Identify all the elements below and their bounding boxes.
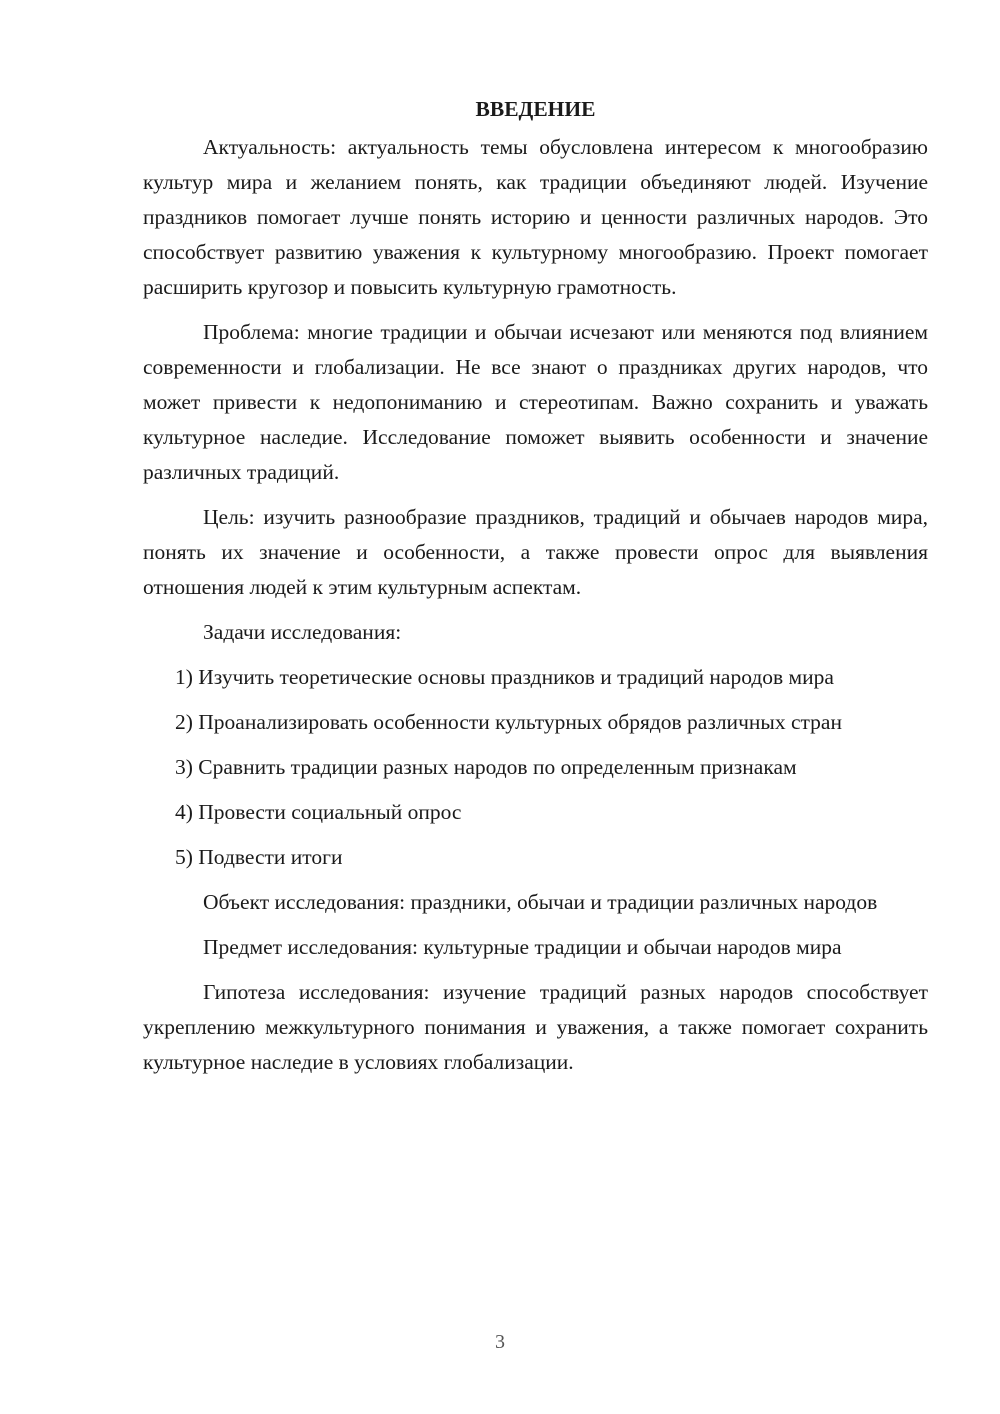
document-page	[143, 92, 928, 1090]
goal-paragraph: Цель: изучить разнообразие праздников, традиций и обычаев народов мира, понять их значение и особенности, а также провести опрос для выявления отношения людей к этим культурным аспектам.	[143, 505, 928, 599]
task-item: 4) Провести социальный опрос	[175, 800, 462, 824]
page-number: 3	[495, 1331, 505, 1353]
problem-paragraph: Проблема: многие традиции и обычаи исчезают или меняются под влиянием современности и глобализации. Не все знают о праздниках других народов, что может привести к недопониманию и стереотипам. Важно сохранить и уважать культурное наследие. Исследование поможет выявить особенности и значение различных традиций.	[143, 320, 928, 484]
hypothesis-paragraph: Гипотеза исследования: изучение традиций разных народов способствует укреплению межкультурного понимания и уважения, а также помогает сохранить культурное наследие в условиях глобализации.	[143, 980, 928, 1074]
task-item: 5) Подвести итоги	[175, 845, 343, 869]
tasks-heading: Задачи исследования:	[203, 620, 402, 644]
object-paragraph: Объект исследования: праздники, обычаи и традиции различных народов	[203, 890, 878, 914]
task-item: 2) Проанализировать особенности культурных обрядов различных стран	[175, 710, 842, 734]
relevance-paragraph: Актуальность: актуальность темы обусловлена интересом к многообразию культур мира и желанием понять, как традиции объединяют людей. Изучение праздников помогает лучше понять историю и ценности различных народов. Это способствует развитию уважения к культурному многообразию. Проект помогает расширить кругозор и повысить культурную грамотность.	[143, 135, 928, 299]
task-item: 1) Изучить теоретические основы праздников и традиций народов мира	[175, 665, 834, 689]
page-title: ВВЕДЕНИЕ	[475, 97, 596, 121]
subject-paragraph: Предмет исследования: культурные традиции и обычаи народов мира	[203, 935, 842, 959]
task-item: 3) Сравнить традиции разных народов по определенным признакам	[175, 755, 797, 779]
